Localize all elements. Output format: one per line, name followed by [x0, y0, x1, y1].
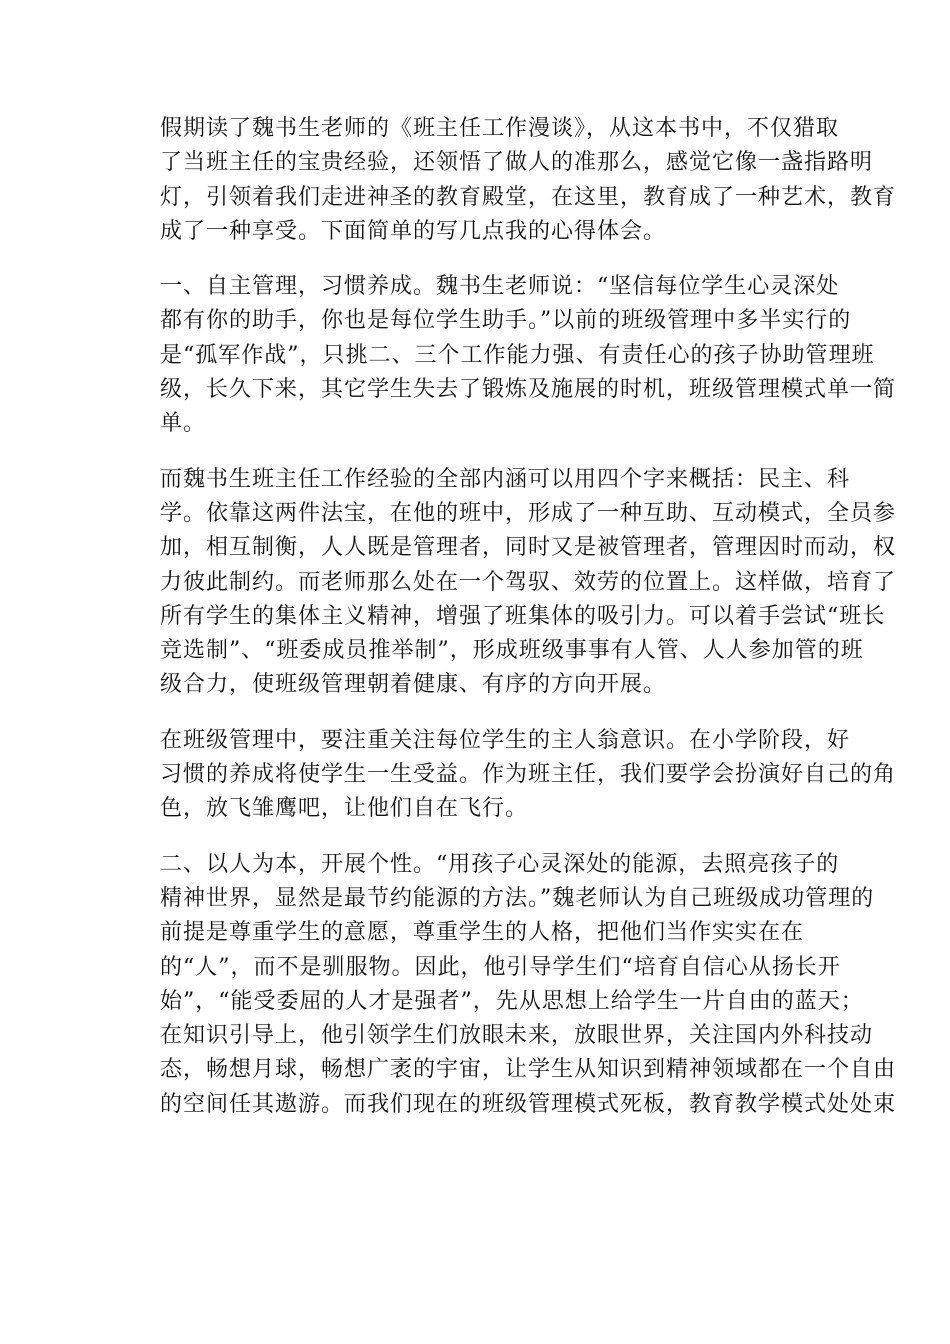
text-line: 习惯的养成将使学生一生受益。作为班主任，我们要学会扮演好自己的角 — [160, 762, 897, 788]
text-line: 在知识引导上，他引领学生们放眼未来，放眼世界，关注国内外科技动 — [160, 1023, 874, 1049]
text-line: 力彼此制约。而老师那么处在一个驾驭、效劳的位置上。这样做，培育了 — [160, 569, 897, 595]
paragraph-people-oriented — [116, 848, 897, 1122]
text-line: 始”，“能受委屈的人才是强者”，先从思想上给学生一片自由的蓝天； — [160, 988, 864, 1014]
paragraph-ownership — [116, 724, 897, 827]
text-line: 在班级管理中，要注重关注每位学生的主人翁意识。在小学阶段，好 — [160, 727, 851, 753]
text-line: 竞选制”、“班委成员推举制”，形成班级事事有人管、人人参加管的班 — [160, 638, 864, 664]
text-line: 二、以人为本，开展个性。“用孩子心灵深处的能源，去照亮孩子的 — [160, 851, 840, 877]
text-line: 是“孤军作战”，只挑二、三个工作能力强、有责任心的孩子协助管理班 — [160, 342, 875, 368]
text-line: 假期读了魏书生老师的《班主任工作漫谈》，从这本书中，不仅猎取 — [160, 116, 840, 141]
text-line: 都有你的助手，你也是每位学生助手。”以前的班级管理中多半实行的 — [160, 308, 852, 334]
document-body — [116, 112, 897, 1142]
text-line: 学。依靠这两件法宝，在他的班中，形成了一种互助、互动模式，全员参 — [160, 500, 897, 526]
text-line: 成了一种享受。下面简单的写几点我的心得体会。 — [160, 218, 667, 244]
text-line: 加，相互制衡，人人既是管理者，同时又是被管理者，管理因时而动，权 — [160, 535, 897, 561]
paragraph-intro — [116, 112, 897, 249]
text-line: 的“人”，而不是驯服物。因此，他引导学生们“培育自信心从扬长开 — [160, 954, 841, 980]
paragraph-self-management — [116, 270, 897, 441]
paragraph-democracy-science — [116, 463, 897, 703]
text-line: 而魏书生班主任工作经验的全部内涵可以用四个字来概括：民主、科 — [160, 466, 851, 492]
text-line: 态，畅想月球，畅想广袤的宇宙，让学生从知识到精神领域都在一个自由 — [160, 1057, 897, 1083]
text-line: 一、自主管理，习惯养成。魏书生老师说：“坚信每位学生心灵深处 — [160, 274, 840, 300]
text-line: 灯，引领着我们走进神圣的教育殿堂，在这里，教育成了一种艺术，教育 — [160, 184, 897, 210]
text-line: 级，长久下来，其它学生失去了锻炼及施展的时机，班级管理模式单一简 — [160, 377, 897, 403]
text-line: 级合力，使班级管理朝着健康、有序的方向开展。 — [160, 672, 667, 698]
text-line: 精神世界，显然是最节约能源的方法。”魏老师认为自己班级成功管理的 — [160, 885, 875, 911]
text-line: 的空间任其遨游。而我们现在的班级管理模式死板，教育教学模式处处束 — [160, 1091, 897, 1117]
text-line: 前提是尊重学生的意愿，尊重学生的人格，把他们当作实实在在 — [160, 920, 805, 946]
text-line: 了当班主任的宝贵经验，还领悟了做人的准那么，感觉它像一盏指路明 — [160, 150, 874, 176]
text-line: 所有学生的集体主义精神，增强了班集体的吸引力。可以着手尝试“班长 — [160, 603, 886, 629]
text-line: 色，放飞雏鹰吧，让他们自在飞行。 — [160, 796, 529, 822]
text-line: 单。 — [160, 411, 207, 437]
